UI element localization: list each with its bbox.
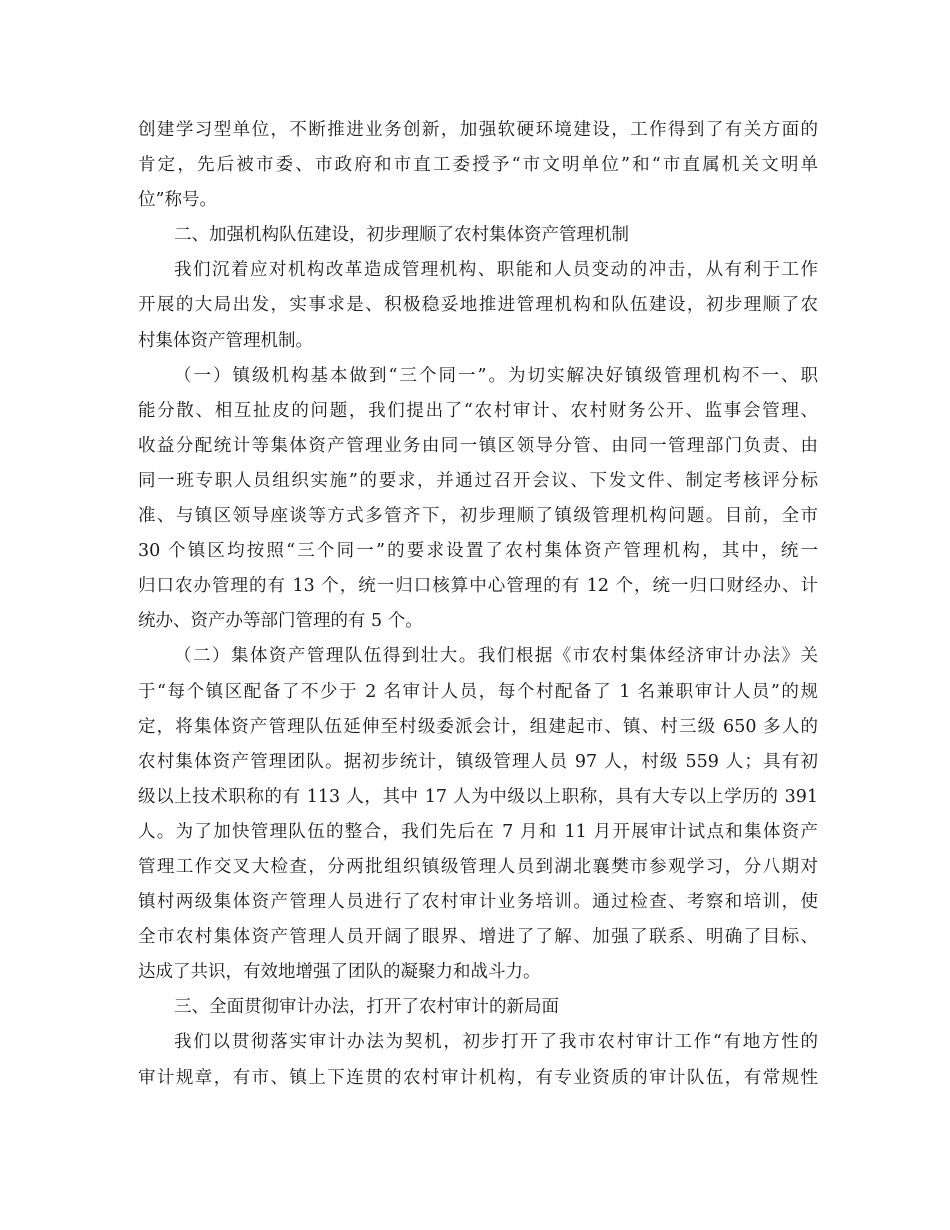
paragraph xyxy=(138,113,818,218)
paragraph xyxy=(138,253,818,358)
text-line: 能分散、相互扯皮的问题，我们提出了“农村审计、农村财务公开、监事会管理、 xyxy=(138,400,818,421)
text-line: 级以上技术职称的有 113 人，其中 17 人为中级以上职称，具有大专以上学历的 391 xyxy=(138,786,818,807)
text-line: 管理工作交叉大检查，分两批组织镇级管理人员到湖北襄樊市参观学习，分八期对 xyxy=(138,856,818,877)
text-line: 统办、资产办等部门管理的有 5 个。 xyxy=(138,611,423,632)
text-line: 人。为了加快管理队伍的整合，我们先后在 7 月和 11 月开展审计试点和集体资产 xyxy=(138,821,818,842)
text-line: 审计规章，有市、镇上下连贯的农村审计机构，有专业资质的审计队伍，有常规性 xyxy=(138,1067,818,1088)
text-line: 同一班专职人员组织实施”的要求，并通过召开会议、下发文件、制定考核评分标 xyxy=(138,470,818,491)
heading-text: 三、全面贯彻审计办法，打开了农村审计的新局面 xyxy=(174,997,559,1018)
text-line: 村集体资产管理机制。 xyxy=(138,330,313,351)
section-heading xyxy=(138,990,818,1025)
text-line: 归口农办管理的有 13 个，统一归口核算中心管理的有 12 个，统一归口财经办、计 xyxy=(138,576,818,597)
text-line: 全市农村集体资产管理人员开阔了眼界、增进了了解、加强了联系、明确了目标、 xyxy=(138,927,818,948)
section-heading xyxy=(138,218,818,253)
text-line: 农村集体资产管理团队。据初步统计，镇级管理人员 97 人，村级 559 人；具有初 xyxy=(138,751,818,772)
document-body xyxy=(138,113,818,1096)
paragraph xyxy=(138,359,818,640)
text-line: 准、与镇区领导座谈等方式多管齐下，初步理顺了镇级管理机构问题。目前，全市 xyxy=(138,506,818,527)
text-line: 我们以贯彻落实审计办法为契机，初步打开了我市农村审计工作“有地方性的 xyxy=(174,1032,818,1053)
text-line: 30 个镇区均按照“三个同一”的要求设置了农村集体资产管理机构，其中，统一 xyxy=(138,541,818,562)
text-line: （二）集体资产管理队伍得到壮大。我们根据《市农村集体经济审计办法》关 xyxy=(174,646,818,667)
text-line: 达成了共识，有效地增强了团队的凝聚力和战斗力。 xyxy=(138,962,541,983)
text-line: 肯定，先后被市委、市政府和市直工委授予“市文明单位”和“市直属机关文明单 xyxy=(138,155,818,176)
text-line: 镇村两级集体资产管理人员进行了农村审计业务培训。通过检查、考察和培训，使 xyxy=(138,892,818,913)
text-line: （一）镇级机构基本做到“三个同一”。为切实解决好镇级管理机构不一、职 xyxy=(174,365,818,386)
text-line: 收益分配统计等集体资产管理业务由同一镇区领导分管、由同一管理部门负责、由 xyxy=(138,435,818,456)
text-line: 位”称号。 xyxy=(138,190,217,211)
paragraph xyxy=(138,1025,818,1095)
text-line: 开展的大局出发，实事求是、积极稳妥地推进管理机构和队伍建设，初步理顺了农 xyxy=(138,295,818,316)
text-line: 于“每个镇区配备了不少于 2 名审计人员，每个村配备了 1 名兼职审计人员”的规 xyxy=(138,681,818,702)
text-line: 定，将集体资产管理队伍延伸至村级委派会计，组建起市、镇、村三级 650 多人的 xyxy=(138,716,818,737)
text-line: 我们沉着应对机构改革造成管理机构、职能和人员变动的冲击，从有利于工作 xyxy=(174,260,818,281)
text-line: 创建学习型单位，不断推进业务创新，加强软硬环境建设，工作得到了有关方面的 xyxy=(138,120,818,140)
paragraph xyxy=(138,639,818,990)
heading-text: 二、加强机构队伍建设，初步理顺了农村集体资产管理机制 xyxy=(174,225,629,246)
